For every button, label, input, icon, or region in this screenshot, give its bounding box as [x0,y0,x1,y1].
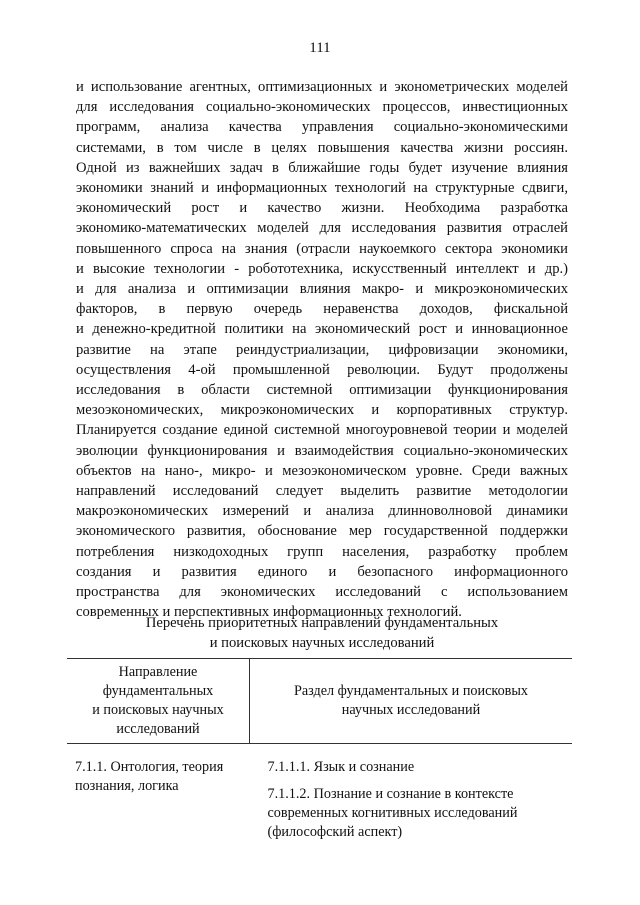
paragraph-line: создания и развития единого и безопасного информационного [76,563,568,580]
paragraph-line: программ, анализа качества управления социально-экономическими [76,119,568,136]
paragraph-line: и использование агентных, оптимизационных и эконометрических моделей [76,79,568,95]
paragraph-line: пространства для экономических исследований с использованием [76,584,568,601]
page-number: 111 [309,40,331,56]
body-paragraph [76,77,568,622]
section-item: 7.1.1.1. Язык и сознание [267,759,415,775]
paragraph-line: макроэкономических измерений и анализа длинноволновой динамики [76,503,568,520]
direction-cell: 7.1.1. Онтология, теория познания, логика [75,759,224,794]
paragraph-line: Одной из важнейших задач в ближайшие годы будет изучение влияния [76,159,568,176]
header-direction [67,659,250,744]
paragraph-line: повышенного спроса на знания (отрасли наукоемкого сектора экономики [76,240,568,257]
paragraph-line: экономический рост и качество жизни. Необходима разработка [76,200,568,217]
paragraph-line: экономического развития, обоснование мер государственной поддержки [76,523,568,540]
sections-cell [250,754,573,850]
caption-line: Перечень приоритетных направлений фундаментальных [145,615,499,631]
header-section-line: научных исследований [341,702,481,718]
paragraph-line: направлений исследований следует выделить развитие методологии [76,483,568,500]
paragraph-line: потребления низкодоходных групп населения, разработку проблем [76,543,568,560]
header-section [250,659,573,744]
paragraph-line: для исследования социально-экономических процессов, инвестиционных [76,99,568,116]
table-row [67,754,572,850]
paragraph-line: современных и перспективных информационных технологий. [76,604,462,621]
header-direction-line: Направление [118,664,198,680]
paragraph-line: факторов, в первую очередь неравенства доходов, фискальной [76,301,568,318]
header-direction-line: и поисковых научных [92,702,224,718]
paragraph-line: и высокие технологии - робототехника, искусственный интеллект и др.) [76,260,568,277]
paragraph-line: экономики знаний и информационных технологий на структурные сдвиги, [76,180,568,197]
paragraph-line: объектов на нано-, микро- и мезоэкономическом уровне. Среди важных [76,462,568,479]
paragraph-line: Планируется создание единой системной многоуровневой теории и моделей [76,422,568,439]
section-item: 7.1.1.2. Познание и сознание в контексте современных когнитивных исследований (философский аспект) [267,786,518,840]
paragraph-line: исследования в области системной оптимизации функционирования [76,382,568,399]
header-direction-line: фундаментальных [102,683,214,699]
priority-directions-table [67,658,572,850]
header-section-line: Раздел фундаментальных и поисковых [293,683,528,699]
paragraph-line: мезоэкономических, микроэкономических и корпоративных структур. [76,402,568,419]
paragraph-line: и для анализа и оптимизации влияния макро- и микроэкономических [76,281,568,298]
paragraph-line: экономико-математических моделей для исследования развития отраслей [76,220,568,237]
table-caption [76,613,568,653]
header-direction-line: исследований [116,721,200,737]
table-spacer-row [67,744,572,755]
paragraph-line: развитие на этапе реиндустриализации, цифровизации экономики, [76,341,568,358]
paragraph-line: системами, в том числе в целях повышения качества жизни россиян. [76,139,568,156]
caption-line: и поисковых научных исследований [209,635,435,652]
paragraph-line: и денежно-кредитной политики на экономический рост и инновационное [76,321,568,338]
table-header-row [67,659,572,744]
paragraph-line: эволюции функционирования и взаимодействия социально-экономических [76,442,568,459]
paragraph-line: осуществления 4-ой промышленной революции. Будут продолжены [76,361,568,378]
